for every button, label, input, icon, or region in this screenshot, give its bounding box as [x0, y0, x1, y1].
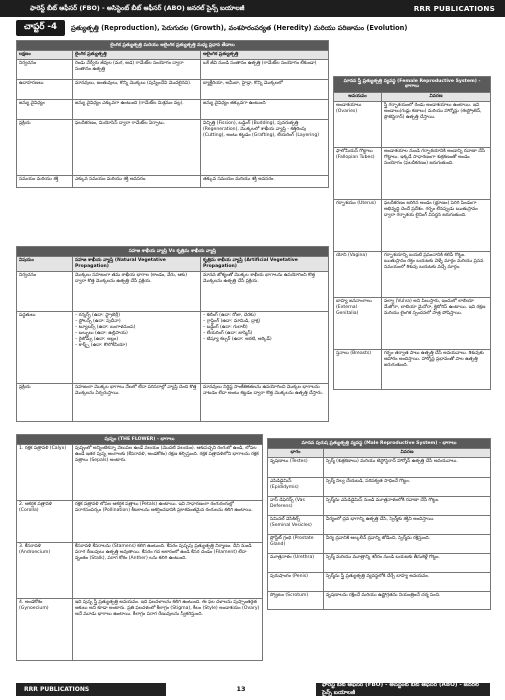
- column-header: వివరణ: [324, 448, 491, 457]
- column-header: లైంగిక ప్రత్యుత్పత్తి: [73, 50, 201, 59]
- table-cell: రక్షక పత్రావళి లోపల ఆకర్షక పత్రాలు (Petals) ఉంటాయి. ఇవి సాధారణంగా రంగురంగుల్లో పరాగసంపర్కం (Pollination) కీటకాలను ఆకర్షించడానికి ప్రకాశవంతమైన రంగులను కలిగి ఉంటాయి.: [73, 500, 263, 542]
- table-cell: ఎక్కువ సమయం మరియు శక్తి అవసరం.: [73, 175, 201, 187]
- table-cell: జన్యు వైవిధ్యం: [17, 99, 73, 119]
- table-cell: ఇది పుష్ప స్త్రీ ప్రత్యుత్పత్తి అవయవం. ఇది ఫలదళాలను కలిగి ఉంటుంది. ఈ ఫల దళాలను పుష్పాంతర్గత ఆకులు అని కూడా అంటారు. ప్రతి ఫలదళంలో కీలాగ్రం (Stigma), కీలం (Style) అండాశయం (Ovary) అనే మూడు భాగాలు ఉంటాయి. కీలాగ్రం పరాగ రేణువులను స్వీకరిస్తుంది.: [73, 598, 263, 660]
- table-cell: ప్రోస్టేట్ గ్రంథి (Prostate Gland): [268, 534, 324, 553]
- table-row: [268, 572, 491, 591]
- table-cell: ఫాలోపియన్ గొట్టాలు (Fallopian Tubes): [334, 147, 382, 199]
- table-cell: జన్యు వైవిధ్యం తక్కువగా ఉంటుంది: [201, 99, 329, 119]
- table-cell: మూత్రనాళం (Urethra): [268, 553, 324, 572]
- table-row: [17, 500, 263, 542]
- table-cell: మానవ జోక్యంతో మొక్కల శాఖీయ భాగాలను ఉపయోగించి కొత్త మొక్కలను ఉత్పత్తి చేసే ప్రక్రియ.: [201, 271, 329, 311]
- table-cell: స్పెర్మ్ మరియు మూత్రాన్ని శరీరం నుండి బయటకు తీసుకెళ్లే గొట్టం.: [324, 553, 491, 572]
- table-cell: ప్రక్రియ: [17, 119, 73, 175]
- table-header-row: [17, 50, 329, 59]
- table-row: [334, 297, 491, 349]
- table-cell: అండాశయాల నుండి గర్భాశయానికి అండాన్ని రవాణా చేసే గొట్టాలు. ఇక్కడే సాధారణంగా శుక్రకణంతో అండం సంయోగం (ఫలదీకరణం) జరుగుతుంది.: [382, 147, 491, 199]
- table-cell: స్క్రోటం (Scrotum): [268, 591, 324, 609]
- header-book-title: ఫారెస్ట్ బీట్ ఆఫీసర్ (FBO) - అసిస్టెంట్ బీట్ ఆఫీసర్ (ABO) జనరల్ సైన్స్ బయాలజీ: [30, 4, 245, 13]
- table-cell: యోని (Vagina): [334, 251, 382, 297]
- footer-publisher: RRR PUBLICATIONS: [16, 683, 166, 696]
- table-cell: మానవులు, జంతువులు, కొన్ని మొక్కలు (పుష్పించేవి మొదలైనవి).: [73, 79, 201, 99]
- table-row: [334, 251, 491, 297]
- table-cell: నిర్వచనం: [17, 59, 73, 79]
- table-cell: మొక్కలు సహజంగా తమ శాఖీయ భాగాల (కాండం, వేరు, ఆకు) ద్వారా కొత్త మొక్కలను ఉత్పత్తి చేసే ప్రక్రియ.: [73, 271, 201, 311]
- sexual-asexual-table: [16, 40, 329, 188]
- top-banner: [0, 0, 505, 17]
- table-cell: పద్ధతులు: [17, 311, 73, 383]
- table-caption-row: [17, 41, 329, 51]
- table-row: [268, 477, 491, 496]
- table-cell: జన్యు వైవిధ్యం ఎక్కువగా ఉంటుంది (గామేట్‌ల మిశ్రమం వల్ల).: [73, 99, 201, 119]
- column-header: వివరణ: [382, 92, 491, 101]
- table-row: [268, 457, 491, 477]
- table-cell: స్పెర్మ్ (శుక్రకణాలు) మరియు టెస్టోస్టెరాన్ హార్మోన్ ఉత్పత్తి చేసే అవయవాలు.: [324, 457, 491, 477]
- table-row: [17, 542, 263, 598]
- male-reproductive-table: [267, 438, 491, 610]
- table-caption: పుష్పం (THE FLOWER) - భాగాలు: [17, 435, 263, 445]
- table-cell: ఉదాహరణలు: [17, 79, 73, 99]
- column-header: సహజ శాఖీయ వ్యాప్తి (Natural Vegetative Propagation): [73, 256, 201, 271]
- table-caption: మానవ స్త్రీ ప్రత్యుత్పత్తి వ్యవస్థ (Female Reproductive System) - భాగాలు: [334, 77, 491, 93]
- table-cell: గర్భాశయం (Uterus): [334, 199, 382, 251]
- table-row: [17, 271, 329, 311]
- column-header: కృత్రిమ శాఖీయ వ్యాప్తి (Artificial Vegetative Propagation): [201, 256, 329, 271]
- table-cell: ఫలదీకరణం జరిగిన అండం (భ్రూణం) పెరిగి పిండంగా అభివృద్ధి చెందే ప్రదేశం. గర్భం లేనప్పుడు ఋతుస్రావం ద్వారా గర్భాశయ లైనింగ్ విసర్జన జరుగుతుంది.: [382, 199, 491, 251]
- table-row: [268, 553, 491, 572]
- table-row: [268, 496, 491, 515]
- table-header-row: [334, 92, 491, 101]
- table-caption-row: [17, 435, 263, 445]
- table-cell: స్పెర్మ్ నిల్వ చేయబడి, పరిపక్వత సాధించే గొట్టం.: [324, 477, 491, 496]
- table-cell: సహజంగా మొక్కల భాగాలు నేలలో లేదా పరిసరాల్లో వ్యాప్తి చెంది కొత్త మొక్కలను ఏర్పరుస్తాయి.: [73, 383, 201, 421]
- chapter-heading: [16, 20, 490, 36]
- table-cell: వాస్ డిఫెరెన్స్ (Vas Deferens): [268, 496, 324, 515]
- table-header-row: [17, 256, 329, 271]
- table-cell: బ్యాక్టీరియా, అమీబా, హైడ్రా, కొన్ని మొక్కలలో: [201, 79, 329, 99]
- table-cell: పుష్పంలో అన్నింటికన్నా వెలుపల ఉండే వలయం (మొదటి వలయం). ఆకుపచ్చని రంగులో ఉండి, లోపల ఉండే ఇతర పుష్ప అంగాలకు (కేసరావళి, అండకోశం) రక్షణ కల్పిస్తుంది. రక్షక పత్రావళిలోని భాగాలను రక్షక పత్రాలు (Sepals) అంటారు.: [73, 444, 263, 500]
- page-number: 13: [236, 685, 246, 694]
- table-cell: 2. ఆకర్షక పత్రావళి (Corolla): [17, 500, 73, 542]
- table-row: [17, 598, 263, 660]
- table-cell: గర్భం తర్వాత పాలు ఉత్పత్తి చేసే అవయవాలు. శిశువుకు ఆహారం అందిస్తాయి. హార్మోన్ల ప్రభావంతో పాల ఉత్పత్తి జరుగుతుంది.: [382, 349, 491, 389]
- page-footer: [16, 683, 490, 696]
- table-cell: విచ్ఛిత్తి (Fission), బడ్డింగ్ (Budding), పునరుత్పత్తి (Regeneration), మొక్కలలో శాఖీయ వ్యాప్తి - కత్తిరింపు (Cutting), అంటు కట్టడం (Grafting), లేయరింగ్ (Layering): [201, 119, 329, 175]
- table-cell: వల్వా (Vulva) అని పిలుస్తారు, ఇందులో లాబియా మేజోరా, లాబియా మైనోరా, క్లైటోరిస్ ఉంటాయి. ఇవి రక్షణ మరియు లైంగిక స్పందనలో పాత్ర పోషిస్తాయి.: [382, 297, 491, 349]
- column-header: అలైంగిక ప్రత్యుత్పత్తి: [201, 50, 329, 59]
- table-caption-row: [268, 439, 491, 449]
- table-cell: నిర్వచనం: [17, 271, 73, 311]
- table-caption: లైంగిక ప్రత్యుత్పత్తి మరియు అలైంగిక ప్రత్యుత్పత్తి మధ్య ప్రధాన తేడాలు: [17, 41, 329, 51]
- table-row: [17, 99, 329, 119]
- table-cell: మానవులు నిర్దిష్ట సాంకేతికతలను ఉపయోగించి మొక్కల భాగాలను నాటడం లేదా అంటు కట్టడం ద్వారా కొత్త మొక్కలను ఉత్పత్తి చేస్తారు.: [201, 383, 329, 421]
- table-cell: – కటింగ్ (ఉదా: రోజా, చెరకు) – గ్రాఫ్టింగ్ (ఉదా: మామిడి, ద్రాక్ష) – బడ్డింగ్ (ఉదా: గులాబీ) – లేయరింగ్ (ఉదా: జాస్మిన్) – టిష్యూ కల్చర్ (ఉదా: అరటి, ఆర్కిడ్): [201, 311, 329, 383]
- table-cell: గర్భాశయాన్ని బయటి ప్రపంచానికి కలిపే గొట్టం. ఋతుస్రావం రక్తం బయటకు వెళ్ళే మార్గం మరియు ప్రసవ సమయంలో శిశువు బయటకు వచ్చే మార్గం.: [382, 251, 491, 297]
- table-cell: ఫలదీకరణం, మియోసిస్ ద్వారా గామేట్‌ల ఏర్పాటు.: [73, 119, 201, 175]
- table-cell: బాహ్య జననాంగాలు (External Genitalia): [334, 297, 382, 349]
- footer-book-title: ఫారెస్ట్ బీట్ ఆఫీసర్ (FBO) - అసిస్టెంట్ బీట్ ఆఫీసర్ (ABO) - జనరల్ సైన్స్ బయాలజీ: [316, 683, 490, 696]
- table-cell: 1. రక్షక పత్రావళి (Calyx): [17, 444, 73, 500]
- table-cell: కేసరావళి కేసరాలను (Stamens) కలిగి ఉంటుంది. కేసరం పుష్పపు ప్రత్యుత్పత్తి నిర్మాణం. దీని నుండి పరాగ రేణువులు ఉత్పత్తి అవుతాయి. కేసరం గద అకారంలో ఉండి కేసర దండం (Filament) లేదా వృంతం (Stalk), పరాగ కోశం (Anther) లను కలిగి ఉంటుంది.: [73, 542, 263, 598]
- column-header: విషయం: [17, 256, 73, 271]
- table-row: [17, 175, 329, 187]
- table-row: [268, 515, 491, 534]
- table-cell: 3. కేసరావళి (Androecium): [17, 542, 73, 598]
- table-row: [334, 349, 491, 389]
- table-cell: రెండు వేర్వేరు జీవుల (మగ, ఆడ) గామేట్‌ల సంయోగం ద్వారా సంతానం ఉత్పత్తి: [73, 59, 201, 79]
- table-cell: స్తనాలు (Breasts): [334, 349, 382, 389]
- table-cell: స్పెర్మ్‌ను ఎపిడిడైమిస్ నుండి మూత్రనాళంలోకి రవాణా చేసే గొట్టం.: [324, 496, 491, 515]
- table-row: [17, 79, 329, 99]
- column-header: భాగం: [268, 448, 324, 457]
- flower-parts-table: [16, 434, 263, 661]
- table-cell: వీర్యంలో ద్రవ భాగాన్ని ఉత్పత్తి చేసి, స్పెర్మ్‌కు శక్తిని అందిస్తాయి.: [324, 515, 491, 534]
- table-cell: అండాశయాలు (Ovaries): [334, 101, 382, 147]
- table-caption: మానవ పురుష ప్రత్యుత్పత్తి వ్యవస్థ (Male Reproductive System) - భాగాలు: [268, 439, 491, 449]
- table-cell: వృషణాలు (Testes): [268, 457, 324, 477]
- table-caption-row: [17, 247, 329, 257]
- column-header: అవయవం: [334, 92, 382, 101]
- table-cell: ప్రక్రియ: [17, 383, 73, 421]
- table-row: [17, 311, 329, 383]
- table-cell: పురుషాంగం (Penis): [268, 572, 324, 591]
- table-cell: సెమినల్ వెసికిల్స్ (Seminal Vesicles): [268, 515, 324, 534]
- chapter-title: ప్రత్యుత్పత్తి (Reproduction), పెరుగుదల (Growth), వంశపారంపర్యత (Heredity) మరియు పరిణామం (Evolution): [70, 23, 408, 32]
- table-row: [17, 444, 263, 500]
- table-header-row: [268, 448, 491, 457]
- vegetative-propagation-table: [16, 246, 329, 422]
- table-cell: వృషణాలను రక్షించే మరియు ఉష్ణోగ్రతను నియంత్రించే చర్మ సంచి.: [324, 591, 491, 609]
- female-reproductive-table: [333, 76, 491, 390]
- table-row: [17, 119, 329, 175]
- table-cell: వీర్య ద్రవానికి ఆల్కలీన్ ద్రవాన్ని జోడించి, స్పెర్మ్‌ను రక్షిస్తుంది.: [324, 534, 491, 553]
- table-cell: ఒకే జీవి నుండి సంతానం ఉత్పత్తి (గామేట్‌ల సంయోగం లేకుండా): [201, 59, 329, 79]
- table-cell: 4. అండకోశం (Gynoecium): [17, 598, 73, 660]
- table-row: [334, 101, 491, 147]
- table-row: [268, 534, 491, 553]
- column-header: లక్షణం: [17, 50, 73, 59]
- table-caption: సహజ శాఖీయ వ్యాప్తి Vs కృత్రిమ శాఖీయ వ్యాప్తి: [17, 247, 329, 257]
- table-cell: ఎపిడిడైమిస్ (Epididymis): [268, 477, 324, 496]
- table-row: [268, 591, 491, 609]
- table-row: [334, 199, 491, 251]
- table-caption-row: [334, 77, 491, 93]
- table-cell: సమయం మరియు శక్తి: [17, 175, 73, 187]
- table-cell: తక్కువ సమయం మరియు శక్తి అవసరం.: [201, 175, 329, 187]
- table-cell: స్పెర్మ్‌ను స్త్రీ ప్రత్యుత్పత్తి వ్యవస్థలోకి చేర్చే బాహ్య అవయవం.: [324, 572, 491, 591]
- table-cell: స్త్రీ గర్భాశయంలో రెండు అండాశయాలు ఉంటాయి. ఇవి అండాలు(గుడ్లు కణాలు) మరియు హార్మోన్లు (ఈస్ట్రోజెన్, ప్రొజెస్టెరాన్) ఉత్పత్తి చేస్తాయి.: [382, 101, 491, 147]
- table-row: [17, 383, 329, 421]
- table-row: [334, 147, 491, 199]
- table-cell: – రన్నర్స్ (ఉదా: స్ట్రాబెర్రీ) – స్టోలన్స్ (ఉదా: పుదీనా) – ట్యూబర్స్ (ఉదా: బంగాళదుంప) – బల్బులు (ఉదా: ఉల్లిపాయ) – రైజోమ్స్ (ఉదా: అల్లం) – కార్మ్స్ (ఉదా: కొలొకేసియా): [73, 311, 201, 383]
- chapter-number: చాప్టర్ -4: [16, 20, 65, 36]
- header-publisher: RRR PUBLICATIONS: [413, 3, 495, 13]
- table-row: [17, 59, 329, 79]
